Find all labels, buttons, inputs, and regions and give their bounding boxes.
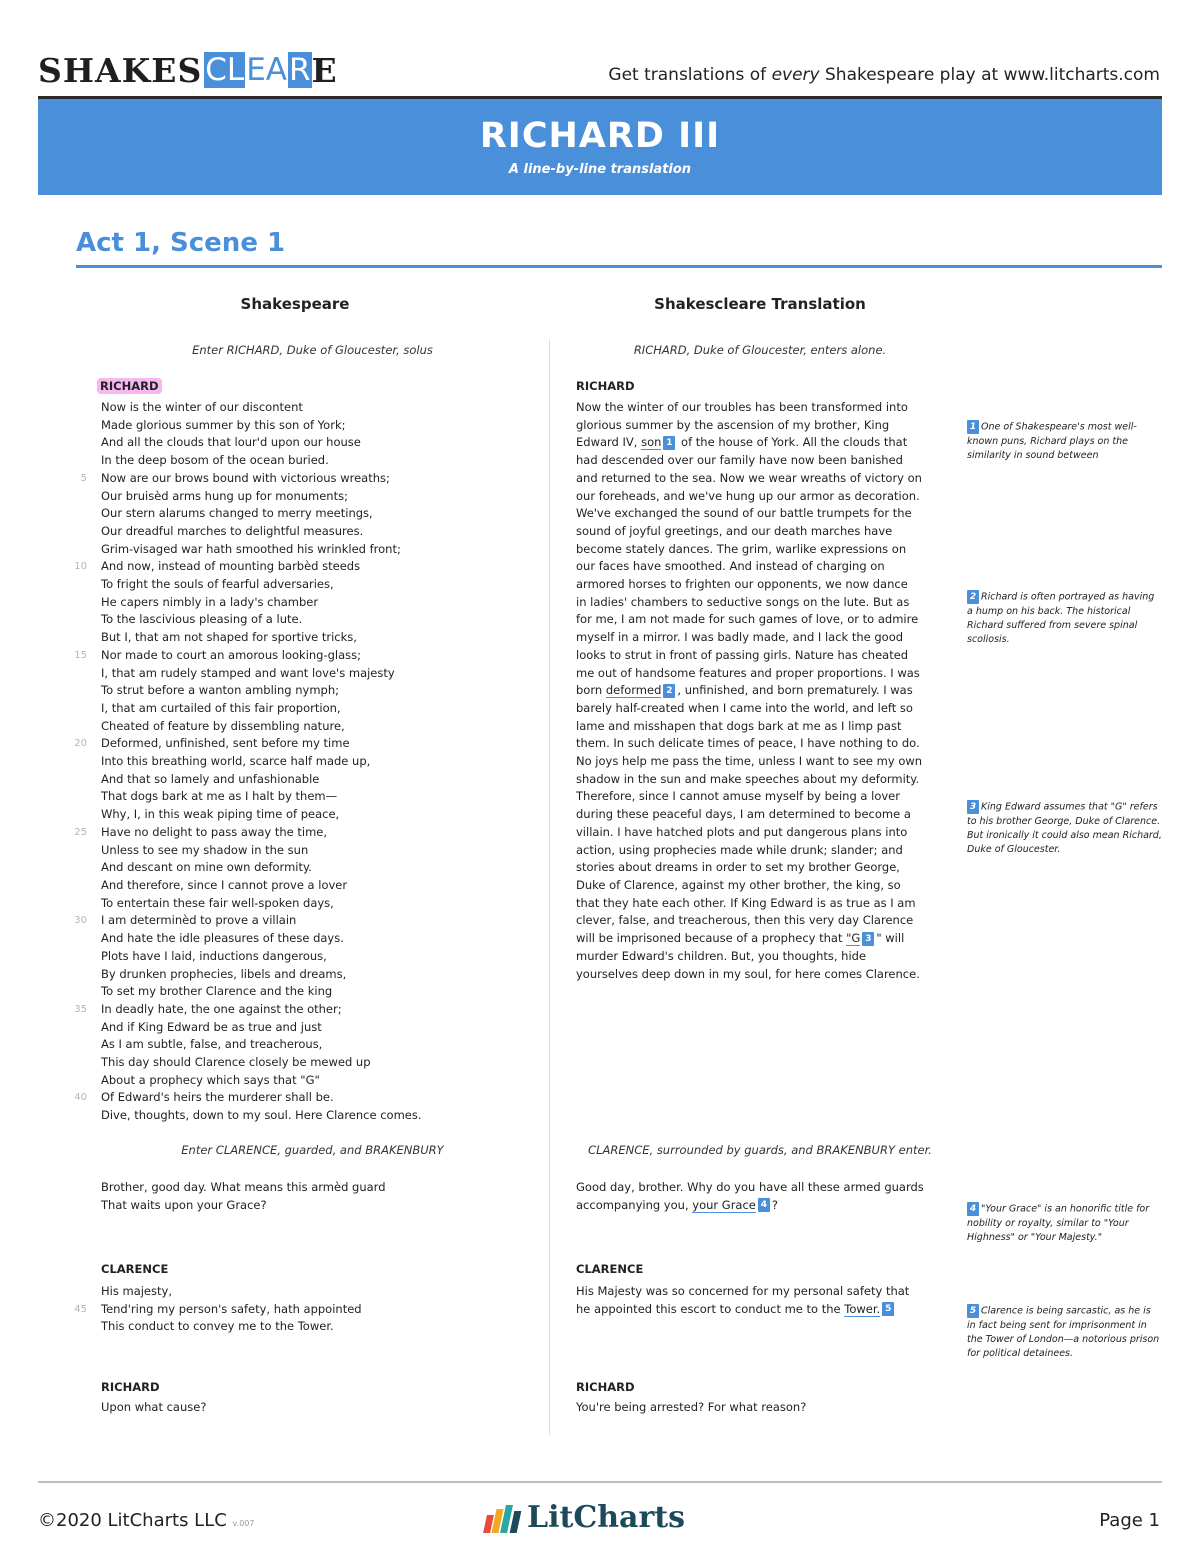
verse-line: He capers nimbly in a lady's chamber — [101, 594, 319, 609]
column-divider — [549, 340, 550, 1435]
verse-line: To the lascivious pleasing of a lute. — [101, 612, 303, 627]
verse-line: Why, I, in this weak piping time of peace, — [101, 807, 340, 822]
footnote-4 — [967, 1202, 1162, 1245]
verse-line: I, that am curtailed of this fair proportion, — [101, 700, 341, 715]
footnote-text: King Edward assumes that "G" refers to his brother George, Duke of Clarence. But ironically it could also mean Richard, Duke of Gloucester. — [967, 801, 1162, 855]
logo-cleare-part1: CL — [205, 52, 245, 88]
speaker-name-translation: RICHARD — [576, 379, 635, 393]
translation-line: during these peaceful days, I am determined to become a — [576, 807, 911, 822]
translation-line: them. In such delicate times of peace, I have nothing to do. — [576, 736, 920, 751]
verse-block — [101, 1399, 206, 1417]
translation-line: Now the winter of our troubles has been transformed into — [576, 400, 908, 414]
translation-line: villain. I have hatched plots and put dangerous plans into — [576, 824, 908, 839]
speaker-name: RICHARD — [97, 378, 162, 394]
annotated-word-your-grace[interactable]: your Grace — [692, 1197, 756, 1212]
translation-line: in ladies' chambers to seductive songs on the lute. But as — [576, 594, 910, 609]
verse-line: Our bruisèd arms hung up for monuments; — [101, 488, 348, 503]
line-number: 40 — [74, 1092, 87, 1104]
verse-line: And hate the idle pleasures of these days. — [101, 931, 344, 946]
translation-line: You're being arrested? For what reason? — [576, 1400, 807, 1414]
translation-line — [576, 1197, 941, 1215]
verse-line-text: Tend'ring my person's safety, hath appointed — [101, 1301, 362, 1316]
verse-line: And that so lamely and unfashionable — [101, 771, 320, 786]
annotated-word-son[interactable]: son — [641, 435, 662, 450]
stage-direction-translation: RICHARD, Duke of Gloucester, enters alone. — [633, 343, 887, 357]
verse-line — [74, 824, 422, 842]
translation-line: become stately dances. The grim, warlike expressions on — [576, 541, 907, 556]
speaker-name: CLARENCE — [101, 1262, 169, 1276]
translation-text: he appointed this escort to conduct me to the — [576, 1301, 845, 1316]
translation-line: lame and misshapen that dogs bark at me as I limp past — [576, 718, 902, 733]
version-label: v.007 — [232, 1519, 255, 1528]
verse-block — [74, 1283, 362, 1336]
annotated-word-deformed[interactable]: deformed — [605, 683, 662, 698]
translation-line: armored horses to frighten our opponents, we now dance — [576, 577, 908, 592]
translation-line — [576, 930, 941, 948]
verse-line: And if King Edward be as true and just — [101, 1019, 322, 1034]
play-subtitle: A line-by-line translation — [508, 162, 692, 177]
translation-block — [576, 1179, 941, 1214]
verse-line: Into this breathing world, scarce half made up, — [101, 754, 371, 769]
line-number: 45 — [74, 1303, 87, 1315]
verse-line — [74, 1301, 362, 1319]
translation-line: me out of handsome features and proper proportions. I was — [576, 665, 920, 680]
translation-line: and returned to the sea. Now we wear wreaths of victory on — [576, 470, 922, 485]
line-number: 30 — [74, 915, 87, 927]
logo-cleare-part2: EA — [246, 52, 287, 88]
verse-line — [80, 470, 422, 488]
translation-line: Duke of Clarence, against my other brother, the king, so — [576, 877, 901, 892]
verse-line: His majesty, — [101, 1284, 172, 1298]
verse-line-text: Have no delight to pass away the time, — [101, 824, 328, 839]
translation-line: clever, false, and treacherous, then this very day Clarence — [576, 913, 914, 928]
footnote-badge-3[interactable]: 3 — [862, 932, 874, 946]
footnote-text: Clarence is being sarcastic, as he is in fact being sent for imprisonment in the Tower of London—a notorious prison for political detainees. — [967, 1305, 1160, 1359]
translation-line: sound of joyful greetings, and our death marches have — [576, 523, 893, 538]
verse-line: Upon what cause? — [101, 1400, 207, 1414]
line-number: 20 — [74, 738, 87, 750]
verse-line: Grim-visaged war hath smoothed his wrinkled front; — [101, 541, 401, 556]
verse-line: Brother, good day. What means this armèd guard — [101, 1180, 386, 1194]
translation-line: barely half-created when I came into the world, and left so — [576, 700, 913, 715]
scene-rule — [76, 265, 1162, 268]
verse-line: By drunken prophecies, libels and dreams, — [101, 966, 347, 981]
verse-line-text: In deadly hate, the one against the other; — [101, 1001, 342, 1016]
footnote-number: 3 — [967, 800, 979, 814]
translation-line: for me, I am not made for such games of love, or to admire — [576, 612, 919, 627]
translation-line: shadow in the sun and make speeches about my deformity. — [576, 771, 920, 786]
page-number: Page 1 — [1099, 1510, 1160, 1531]
verse-line-text: And now, instead of mounting barbèd steeds — [101, 559, 361, 574]
verse-line: Dive, thoughts, down to my soul. Here Clarence comes. — [101, 1108, 422, 1123]
verse-line: And all the clouds that lour'd upon our house — [101, 435, 361, 450]
translation-text: of the house of York. All the clouds that — [677, 435, 908, 450]
translation-line: murder Edward's children. But, you thoughts, hide — [576, 948, 867, 963]
scene-title: Act 1, Scene 1 — [76, 228, 286, 258]
line-number: 10 — [74, 561, 87, 573]
logo-text-cleare — [204, 52, 311, 88]
translation-text: accompanying you, — [576, 1197, 693, 1212]
translation-line: action, using prophecies made while drunk; slander; and — [576, 842, 903, 857]
verse-line: This day should Clarence closely be mewed up — [101, 1055, 371, 1070]
verse-line — [74, 558, 422, 576]
verse-line: That dogs bark at me as I halt by them— — [101, 789, 338, 804]
verse-line — [74, 1089, 422, 1107]
translation-block — [576, 1283, 941, 1318]
tagline-emphasis: every — [771, 65, 820, 85]
litcharts-bars-icon — [485, 1503, 521, 1533]
logo-bar — [510, 1511, 522, 1533]
stage-direction-original: Enter RICHARD, Duke of Gloucester, solus — [192, 343, 433, 357]
footnote-3 — [967, 800, 1162, 857]
verse-line: Our dreadful marches to delightful measures. — [101, 523, 364, 538]
footnote-5 — [967, 1304, 1162, 1361]
translation-line: myself in a mirror. I was badly made, and I lack the good — [576, 630, 904, 645]
translation-line: His Majesty was so concerned for my personal safety that — [576, 1284, 910, 1298]
translation-line: stories about dreams in order to set my brother George, — [576, 860, 900, 875]
verse-line-text: Nor made to court an amorous looking-glass; — [101, 647, 362, 662]
verse-line-text: Now are our brows bound with victorious wreaths; — [101, 470, 390, 485]
litcharts-logo[interactable] — [485, 1500, 685, 1535]
translation-line: our foreheads, and we've hung up our armor as decoration. — [576, 488, 920, 503]
footnote-number: 5 — [967, 1304, 979, 1318]
tagline-pre: Get translations of — [608, 65, 772, 85]
translation-text: Edward IV, — [576, 435, 642, 450]
translation-line: our faces have smoothed. And instead of charging on — [576, 559, 885, 574]
verse-line: To strut before a wanton ambling nymph; — [101, 683, 339, 698]
verse-line-text: Of Edward's heirs the murderer shall be. — [101, 1090, 334, 1105]
verse-line: Cheated of feature by dissembling nature, — [101, 718, 345, 733]
stage-direction-translation: CLARENCE, surrounded by guards, and BRAKENBURY enter. — [588, 1143, 932, 1157]
line-number: 15 — [74, 649, 87, 661]
verse-block — [74, 399, 422, 1125]
annotated-word-tower[interactable]: Tower. — [844, 1301, 881, 1316]
translation-line: We've exchanged the sound of our battle trumpets for the — [576, 506, 912, 521]
translation-line: Good day, brother. Why do you have all these armed guards — [576, 1180, 924, 1194]
speaker-name-translation: RICHARD — [576, 1380, 635, 1394]
translation-line — [576, 434, 941, 452]
verse-line — [74, 1001, 422, 1019]
verse-line: To fright the souls of fearful adversaries, — [101, 577, 334, 592]
footnote-1 — [967, 420, 1162, 463]
verse-line-text: Deformed, unfinished, sent before my time — [101, 736, 350, 751]
verse-line — [74, 647, 422, 665]
footnote-text: Richard is often portrayed as having a hump on his back. The historical Richard suffered from severe spinal scoliosis. — [967, 591, 1155, 645]
translation-line: looks to strut in front of passing girls. Nature has cheated — [576, 647, 909, 662]
footnote-badge-1[interactable]: 1 — [663, 436, 675, 450]
verse-line: Now is the winter of our discontent — [101, 400, 303, 414]
verse-line: Plots have I laid, inductions dangerous, — [101, 948, 327, 963]
verse-line — [74, 912, 422, 930]
translation-text: born — [576, 683, 606, 698]
footnote-badge-2[interactable]: 2 — [663, 684, 675, 698]
column-header-translation: Shakescleare Translation — [654, 295, 866, 313]
translation-line: had descended over our family have now been banished — [576, 453, 903, 468]
verse-line: Made glorious summer by this son of York; — [101, 417, 346, 432]
verse-line-text: I am determinèd to prove a villain — [101, 913, 297, 928]
verse-line: This conduct to convey me to the Tower. — [101, 1319, 334, 1334]
translation-line: glorious summer by the ascension of my brother, King — [576, 417, 890, 432]
annotated-word-g[interactable]: "G — [846, 931, 861, 946]
line-number: 25 — [74, 826, 87, 838]
logo-text-tail: E — [311, 50, 337, 90]
footnote-number: 4 — [967, 1202, 979, 1216]
logo-text-shakes: SHAKES — [38, 50, 203, 90]
translation-block — [576, 1399, 941, 1417]
translation-text: " will — [876, 931, 905, 946]
column-header-original: Shakespeare — [240, 295, 350, 313]
stage-direction-original: Enter CLARENCE, guarded, and BRAKENBURY — [181, 1143, 444, 1157]
footnote-2 — [967, 590, 1162, 647]
tagline[interactable] — [608, 65, 1160, 85]
translation-line: No joys help me pass the time, unless I want to see my own — [576, 754, 923, 769]
shakescleare-logo — [38, 50, 337, 90]
footnote-text: "Your Grace" is an honorific title for nobility or royalty, similar to "Your Highness" or "Your Majesty." — [967, 1203, 1150, 1243]
translation-line — [576, 682, 941, 700]
verse-line: About a prophecy which says that "G" — [101, 1072, 320, 1087]
footnote-badge-4[interactable]: 4 — [758, 1198, 770, 1212]
verse-block — [101, 1179, 386, 1214]
verse-line: Unless to see my shadow in the sun — [101, 842, 309, 857]
verse-line: And therefore, since I cannot prove a lover — [101, 877, 348, 892]
footnote-number: 1 — [967, 420, 979, 434]
footer-rule — [38, 1481, 1162, 1483]
verse-line: To entertain these fair well-spoken days, — [101, 895, 334, 910]
speaker-name-translation: CLARENCE — [576, 1262, 644, 1276]
translation-block — [576, 399, 941, 983]
tagline-post: Shakespeare play at www.litcharts.com — [819, 65, 1160, 85]
logo-cleare-part3: R — [289, 52, 311, 88]
translation-text: will be imprisoned because of a prophecy that — [576, 931, 847, 946]
footer-copyright — [38, 1510, 254, 1531]
footnote-text: One of Shakespeare's most well-known puns, Richard plays on the similarity in sound between — [967, 421, 1137, 461]
verse-line: I, that am rudely stamped and want love's majesty — [101, 665, 395, 680]
speaker-name: RICHARD — [101, 1380, 160, 1394]
litcharts-brand: LitCharts — [527, 1500, 686, 1535]
verse-line: To set my brother Clarence and the king — [101, 984, 333, 999]
verse-line: But I, that am not shaped for sportive tricks, — [101, 630, 357, 645]
verse-line: Our stern alarums changed to merry meetings, — [101, 506, 373, 521]
line-number: 5 — [80, 472, 87, 484]
footnote-badge-5[interactable]: 5 — [882, 1302, 894, 1316]
translation-line — [576, 1301, 941, 1319]
translation-text: ? — [771, 1197, 778, 1212]
play-title: RICHARD III — [479, 116, 721, 156]
verse-line: In the deep bosom of the ocean buried. — [101, 453, 329, 468]
translation-text: , unfinished, and born prematurely. I was — [677, 683, 913, 698]
line-number: 35 — [74, 1003, 87, 1015]
verse-line — [74, 735, 422, 753]
verse-line: That waits upon your Grace? — [101, 1197, 267, 1212]
translation-line: that they hate each other. If King Edward is as true as I am — [576, 895, 916, 910]
translation-line: yourselves deep down in my soul, for here comes Clarence. — [576, 966, 920, 981]
translation-line: Therefore, since I cannot amuse myself by being a lover — [576, 789, 900, 804]
copyright-text: ©2020 LitCharts LLC — [38, 1510, 227, 1531]
verse-line: As I am subtle, false, and treacherous, — [101, 1037, 323, 1052]
verse-line: And descant on mine own deformity. — [101, 860, 312, 875]
footnote-number: 2 — [967, 590, 979, 604]
title-band — [38, 96, 1162, 195]
